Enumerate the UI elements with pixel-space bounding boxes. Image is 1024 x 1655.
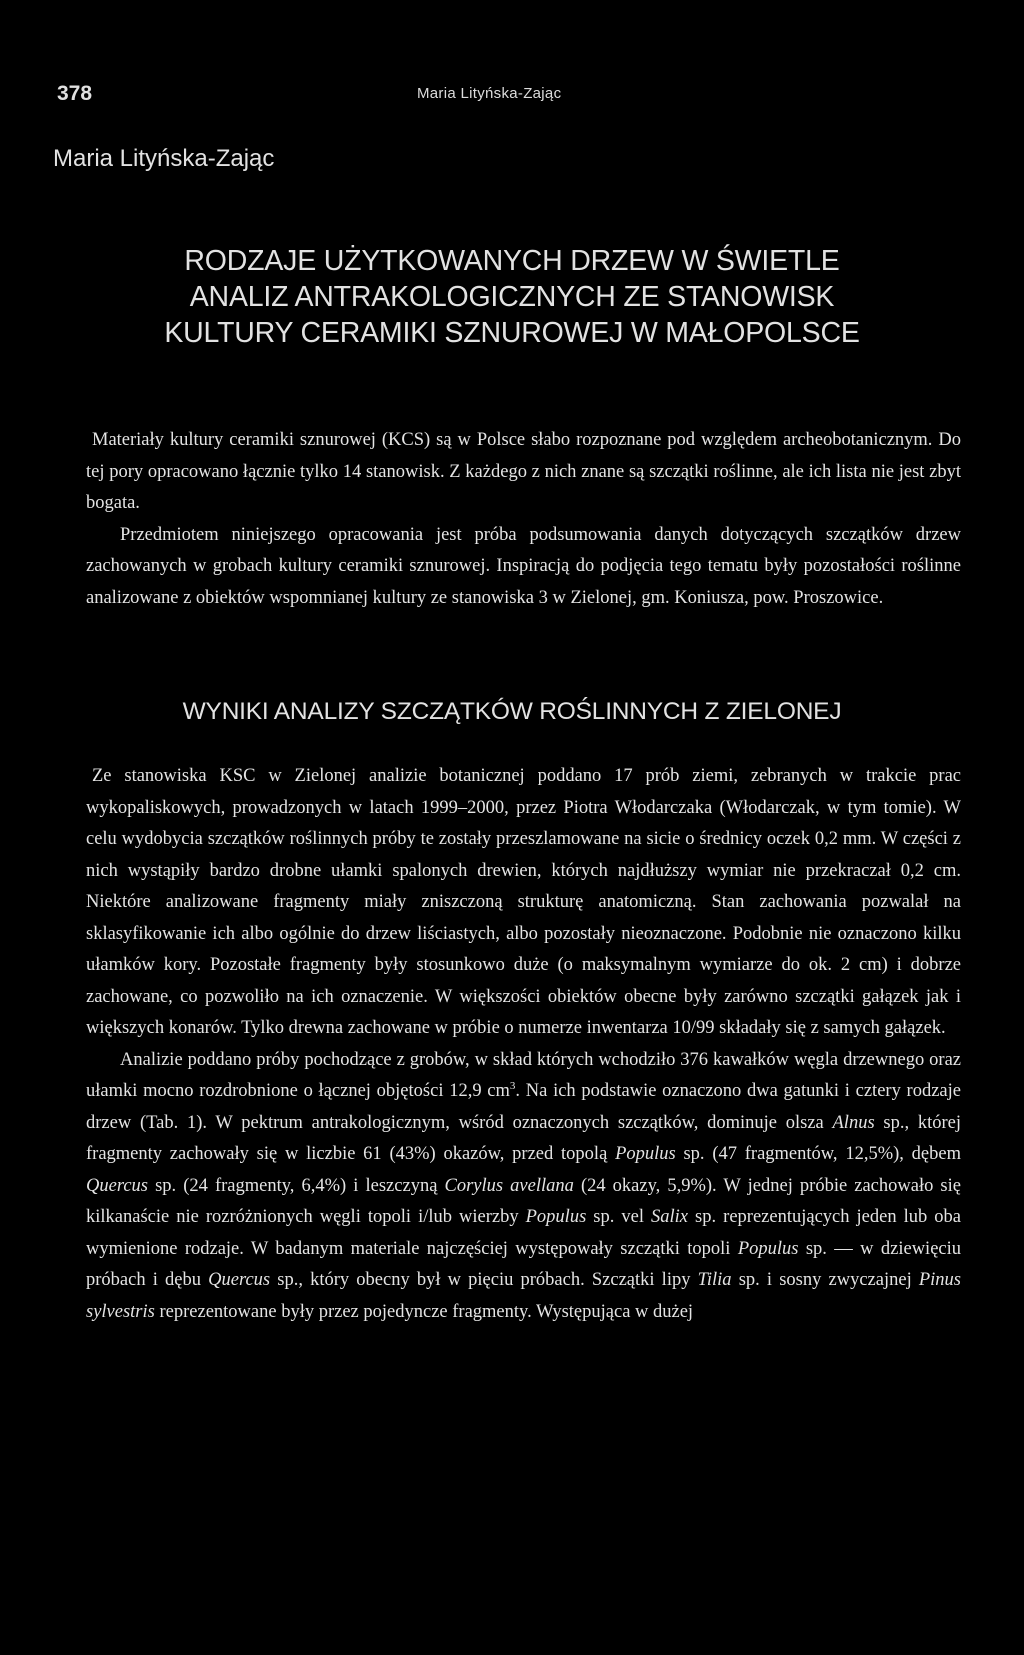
taxon-name: Pinus sylvestris <box>86 1270 961 1322</box>
taxon-name: Populus <box>737 1238 799 1259</box>
text-run: sp. (24 fragmenty, 6,4%) i leszczyną <box>148 1175 445 1196</box>
section-heading: WYNIKI ANALIZY SZCZĄTKÓW ROŚLINNYCH Z ZIELONEJ <box>182 698 842 725</box>
taxon-name: Corylus avellana <box>444 1175 574 1196</box>
taxon-name: Populus <box>615 1144 676 1164</box>
text-run: sp. — w dziewięciu próbach i dębu <box>86 1238 962 1290</box>
title-line-3: KULTURY CERAMIKI SZNUROWEJ W MAŁOPOLSCE <box>164 317 860 349</box>
taxon-name: Quercus <box>86 1175 148 1196</box>
title-line-2: ANALIZ ANTRAKOLOGICZNYCH ZE STANOWISK <box>189 281 835 313</box>
text-run: sp. reprezentujących jeden lub oba wymienione rodzaje. W badanym materiale najczęściej występowały szczątki topoli <box>86 1207 961 1259</box>
text-run: sp. (47 fragmentów, 12,5%), dębem <box>675 1144 961 1164</box>
article-author: Maria Lityńska-Zając <box>53 145 275 172</box>
section-text <box>86 761 961 1328</box>
intro-text <box>86 425 961 614</box>
title-line-1: RODZAJE UŻYTKOWANYCH DRZEW W ŚWIETLE <box>184 245 840 277</box>
taxon-name: Tilia <box>697 1270 732 1290</box>
text-run: sp. i sosny zwyczajnej <box>731 1270 919 1290</box>
text-run: reprezentowane były przez pojedyncze fragmenty. Występująca w dużej <box>154 1301 694 1322</box>
text-run: . Na ich podstawie oznaczono dwa gatunki i cztery rodzaje drzew (Tab. 1). W pektrum antrakologicznym, wśród oznaczonych szczątków, dominuje olsza <box>86 1081 961 1133</box>
text-run: Analizie poddano próby pochodzące z grobów, w skład których wchodziło 376 kawałków węgla drzewnego oraz ułamki mocno rozdrobnione o łącznej objętości 12,9 cm <box>86 1049 961 1101</box>
running-head <box>57 82 967 108</box>
taxon-name: Salix <box>651 1207 689 1227</box>
article-title <box>0 243 1024 351</box>
text-run: (24 okazy, 5,9%). W jednej próbie zachowało się kilkanaście nie rozróżnionych węgli topoli i/lub wierzby <box>86 1175 961 1227</box>
running-head-author: Maria Lityńska-Zając <box>417 85 562 102</box>
text-run: sp., której fragmenty zachowały się w liczbie 61 (43%) okazów, przed topolą <box>86 1112 961 1164</box>
text-run: sp., który obecny był w pięciu próbach. Szczątki lipy <box>270 1270 698 1290</box>
intro-paragraph-2: Przedmiotem niniejszego opracowania jest próba podsumowania danych dotyczących szczątków drzew zachowanych w grobach kultury ceramiki sznurowej. Inspiracją do podjęcia tego tematu były pozostałości roślinne analizowane z obiektów wspomnianej kultury ze stanowiska 3 w Zielonej, gm. Koniusza, pow. Proszowice. <box>86 524 961 608</box>
taxon-name: Populus <box>525 1207 587 1227</box>
superscript: 3 <box>509 1079 516 1092</box>
page-number: 378 <box>57 82 93 105</box>
text-run: sp. vel <box>586 1207 652 1227</box>
section-paragraph-1: Ze stanowiska KSC w Zielonej analizie botanicznej poddano 17 prób ziemi, zebranych w trakcie prac wykopaliskowych, prowadzonych w latach 1999–2000, przez Piotra Włodarczaka (Włodarczak, w tym tomie). W celu wydobycia szczątków roślinnych próby te zostały przeszlamowane na sicie o średnicy oczek 0,2 mm. W części z nich wystąpiły bardzo drobne ułamki spalonych drewien, których najdłuższy wymiar nie przekraczał 0,2 cm. Niektóre analizowane fragmenty miały zniszczoną strukturę anatomiczną. Stan zachowania pozwalał na sklasyfikowanie ich albo ogólnie do drzew liściastych, albo pozostały nieoznaczone. Podobnie nie oznaczono kilku ułamków kory. Pozostałe fragmenty były stosunkowo duże (o maksymalnym wymiarze do ok. 2 cm) i dobrze zachowane, co pozwoliło na ich oznaczenie. W większości obiektów obecne były zarówno szczątki gałązek jak i większych konarów. Tylko drewna zachowane w próbie o numerze inwentarza 10/99 składały się z samych gałązek. <box>86 766 961 1038</box>
taxon-name: Quercus <box>208 1270 271 1290</box>
intro-paragraph-1: Materiały kultury ceramiki sznurowej (KCS) są w Polsce słabo rozpoznane pod względem archeobotanicznym. Do tej pory opracowano łącznie tylko 14 stanowisk. Z każdego z nich znane są szczątki roślinne, ale ich lista nie jest zbyt bogata. <box>86 430 961 513</box>
taxon-name: Alnus <box>832 1112 875 1133</box>
section-paragraph-2 <box>86 1045 961 1329</box>
